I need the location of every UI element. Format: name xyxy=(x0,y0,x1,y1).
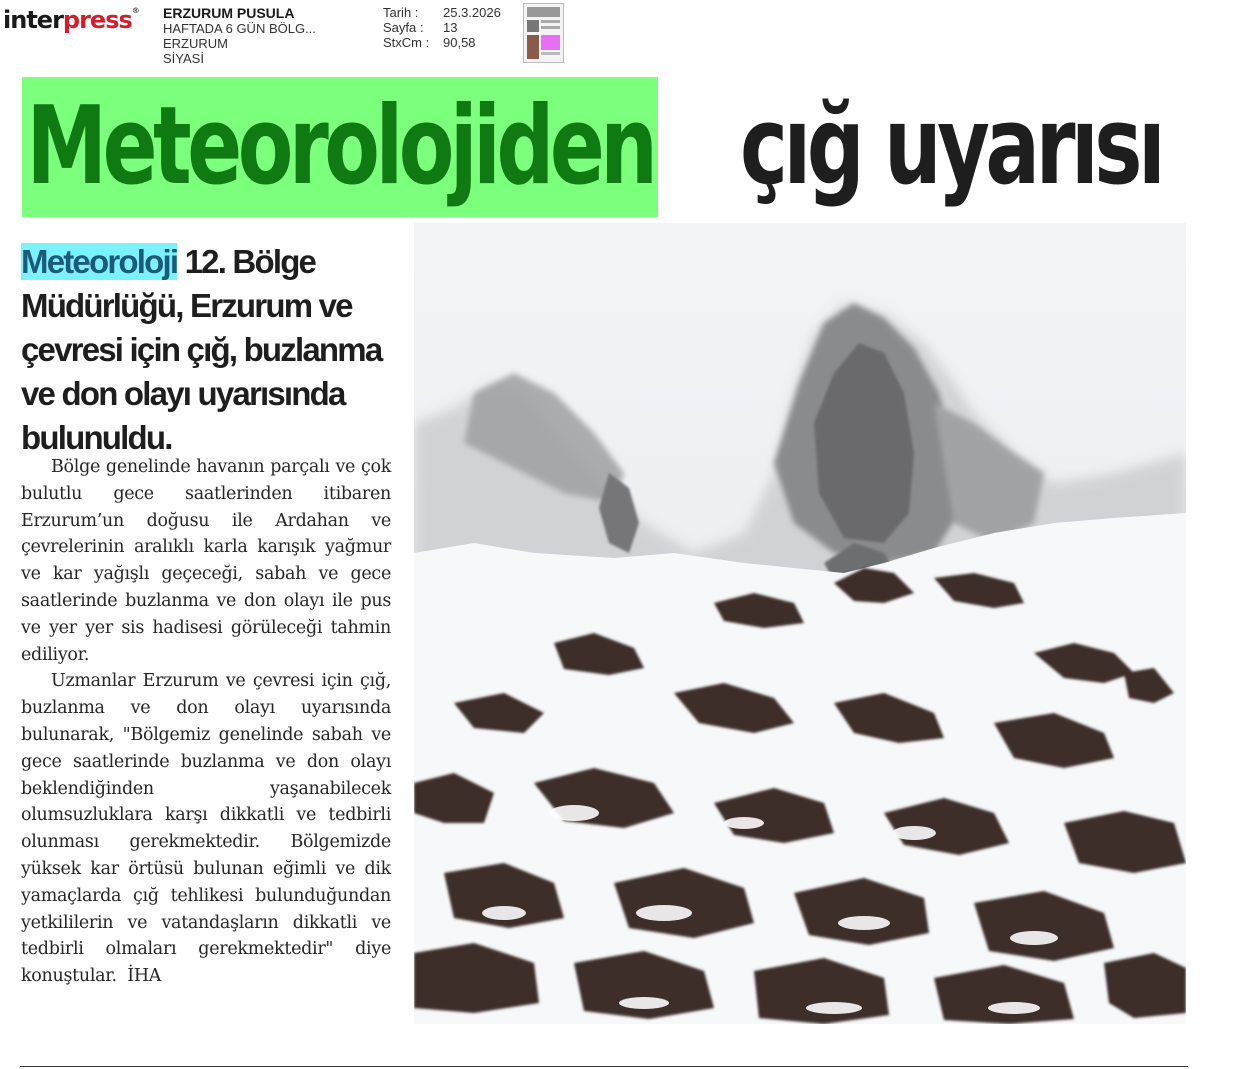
interpress-logo xyxy=(3,6,140,34)
paragraph-2-text: Uzmanlar Erzurum ve çevresi için çığ, buzlanma ve don olayı uyarısında bulunarak, "Bölgemiz genelinde sabah ve gece saatlerinde buzlanma ve don olayı beklendiğinden yaşanabilecek olumsuzluklara karşı dikkatli ve tedbirli olunması gerekmektedir. Bölgemizde yüksek kar örtüsü bulunan eğimli ve dik yamaçlarda çığ tehlikesi bulunduğundan yetkililerin ve vatandaşların dikkatli ve tedbirli olmaları gerekmektedir" diye konuştular. xyxy=(21,671,391,987)
logo-text-press: press xyxy=(62,6,132,34)
size-row xyxy=(383,35,501,50)
publication-frequency: HAFTADA 6 GÜN BÖLG... xyxy=(163,21,316,36)
bottom-divider xyxy=(20,1066,1188,1067)
article-body xyxy=(21,454,391,990)
mountain-illustration xyxy=(414,223,1186,1024)
date-row xyxy=(383,5,501,20)
date-value: 25.3.2026 xyxy=(443,5,501,20)
body-paragraph-2 xyxy=(21,668,391,990)
publication-section: SİYASİ xyxy=(163,51,204,66)
page-thumbnail[interactable] xyxy=(523,3,564,63)
clipping-details xyxy=(383,5,501,50)
thumbnail-article-highlight xyxy=(541,35,560,50)
publication-city: ERZURUM xyxy=(163,36,228,51)
publication-name: ERZURUM PUSULA xyxy=(163,5,295,21)
headline-rest: çığ uyarısı xyxy=(740,84,1162,209)
size-value: 90,58 xyxy=(443,35,476,50)
page-row xyxy=(383,20,501,35)
size-label: StxCm : xyxy=(383,35,430,50)
byline: İHA xyxy=(127,966,162,987)
logo-text-inter: inter xyxy=(3,6,63,34)
publication-info xyxy=(163,6,316,66)
lead-paragraph xyxy=(21,240,393,460)
registered-mark: ® xyxy=(131,6,140,15)
headline-highlighted-word: Meteorolojiden xyxy=(22,77,658,217)
lead-text: 12. Bölge Müdürlüğü, Erzurum ve çevresi için çığ, buzlanma ve don olayı uyarısında bulunuldu. xyxy=(21,243,382,456)
snowy-mountain-photo xyxy=(414,223,1186,1024)
page-value: 13 xyxy=(443,20,458,35)
page-label: Sayfa : xyxy=(383,20,424,35)
lead-highlighted-word: Meteoroloji xyxy=(21,243,178,280)
date-label: Tarih : xyxy=(383,5,419,20)
headline xyxy=(22,77,1162,217)
body-paragraph-1: Bölge genelinde havanın parçalı ve çok bulutlu gece saatlerinden itibaren Erzurum’un doğusu ile Ardahan ve çevrelerinin aralıklı karla karışık yağmur ve kar yağışlı geçeceği, sabah ve gece saatlerinde buzlanma ve don olayı ile pus ve yer yer sis hadisesi görüleceği tahmin ediliyor. xyxy=(21,457,391,665)
